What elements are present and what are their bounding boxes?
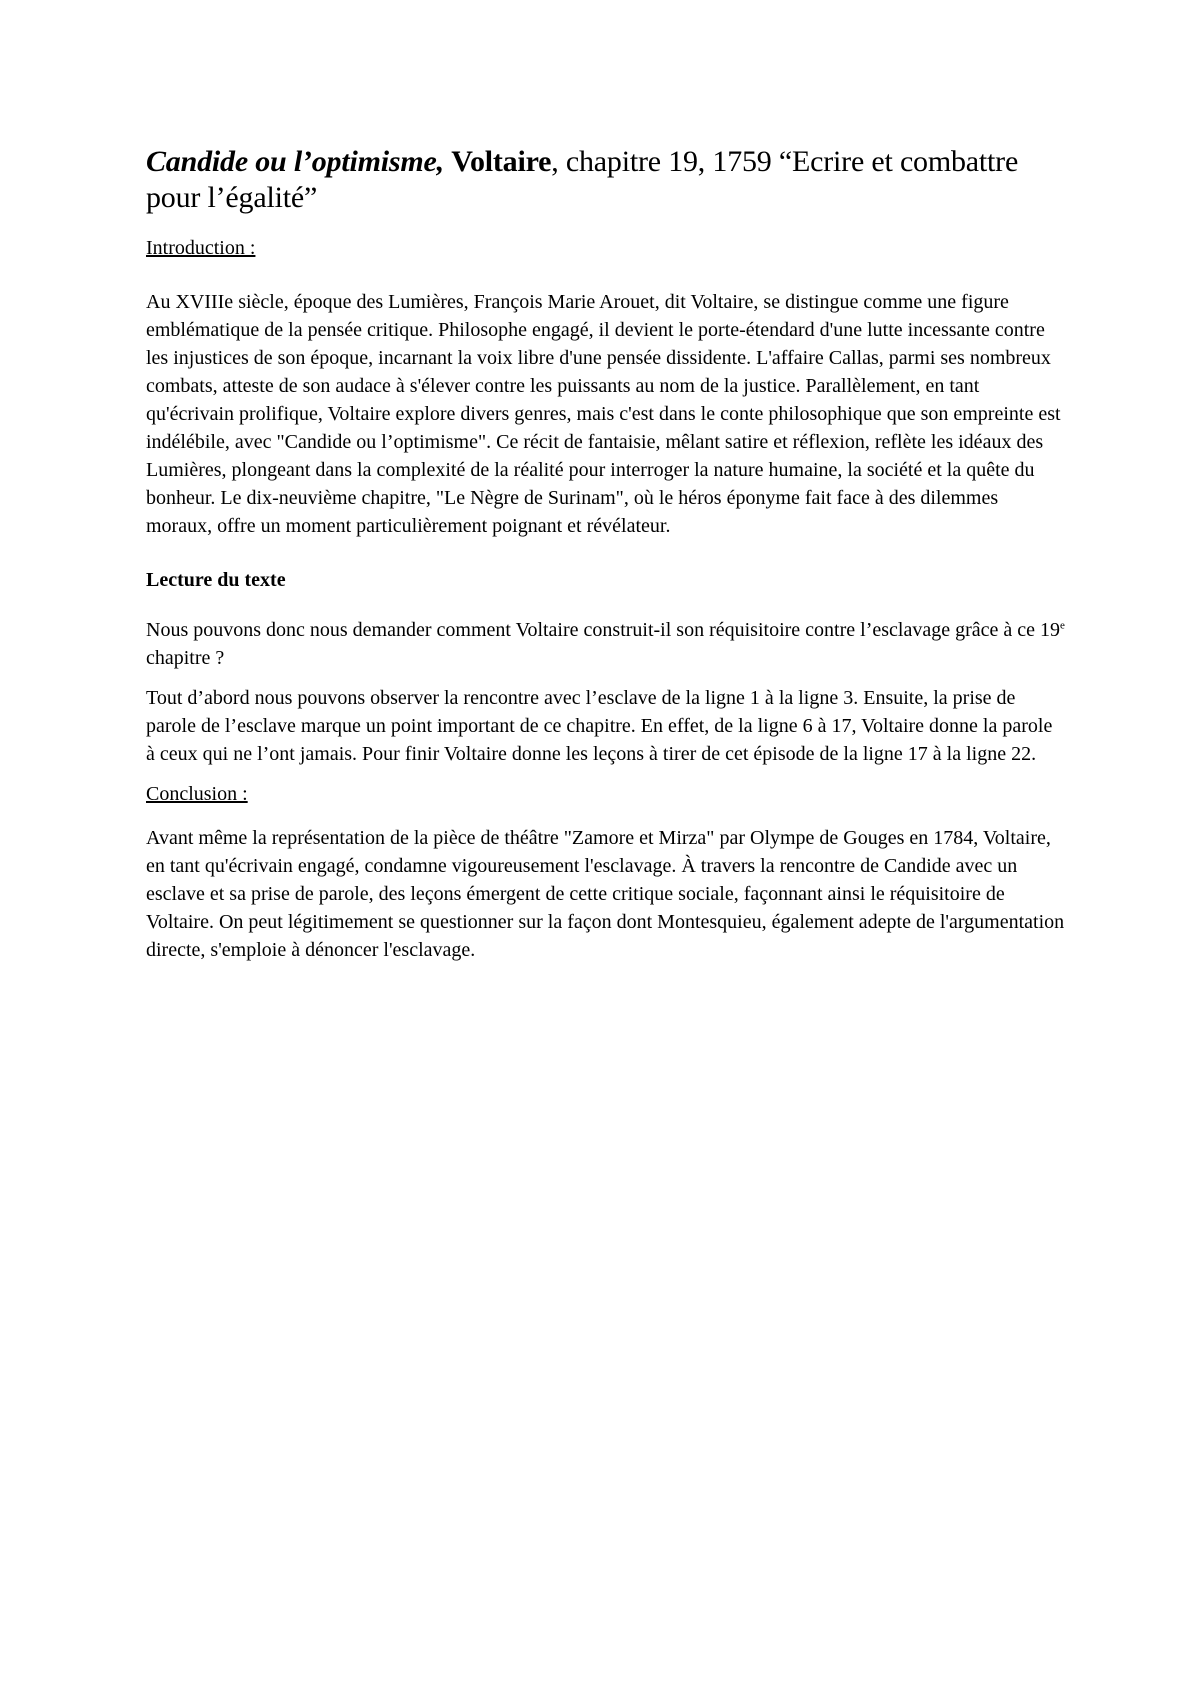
document-title bbox=[146, 144, 1066, 216]
lecture-heading: Lecture du texte bbox=[146, 569, 286, 591]
title-author: Voltaire bbox=[451, 145, 552, 178]
introduction-heading: Introduction : bbox=[146, 237, 256, 259]
plan-paragraph: Tout d’abord nous pouvons observer la rencontre avec l’esclave de la ligne 1 à la ligne 3. Ensuite, la prise de parole de l’esclave marque un point important de ce chapitre. En effet, de la ligne 6 à 17, Voltaire donne la parole à ceux qui ne l’ont jamais. Pour finir Voltaire donne les leçons à tirer de cet épisode de la ligne 17 à la ligne 22. bbox=[146, 687, 1053, 765]
problematic-text: Nous pouvons donc nous demander comment Voltaire construit-il son réquisitoire contre l’esclavage grâce à ce 19 bbox=[146, 619, 1060, 641]
conclusion-paragraph: Avant même la représentation de la pièce de théâtre "Zamore et Mirza" par Olympe de Gouges en 1784, Voltaire, en tant qu'écrivain engagé, condamne vigoureusement l'esclavage. À travers la rencontre de Candide avec un esclave et sa prise de parole, des leçons émergent de cette critique sociale, façonnant ainsi le réquisitoire de Voltaire. On peut légitimement se questionner sur la façon dont Montesquieu, également adepte de l'argumentation directe, s'emploie à dénoncer l'esclavage. bbox=[146, 827, 1065, 961]
conclusion-heading: Conclusion : bbox=[146, 783, 248, 805]
title-rest: , chapitre 19, 1759 “Ecrire et combattre pour l’égalité” bbox=[146, 145, 1019, 214]
title-work: Candide ou l’optimisme, bbox=[146, 145, 444, 178]
problematic-superscript: e bbox=[1060, 619, 1065, 632]
document-content bbox=[146, 144, 1066, 964]
problematic-paragraph bbox=[146, 616, 1066, 672]
introduction-paragraph: Au XVIIIe siècle, époque des Lumières, François Marie Arouet, dit Voltaire, se distingue comme une figure emblématique de la pensée critique. Philosophe engagé, il devient le porte-étendard d'une lutte incessante contre les injustices de son époque, incarnant la voix libre d'une pensée dissidente. L'affaire Callas, parmi ses nombreux combats, atteste de son audace à s'élever contre les puissants au nom de la justice. Parallèlement, en tant qu'écrivain prolifique, Voltaire explore divers genres, mais c'est dans le conte philosophique que son empreinte est indélébile, avec "Candide ou l’optimisme". Ce récit de fantaisie, mêlant satire et réflexion, reflète les idéaux des Lumières, plongeant dans la complexité de la réalité pour interroger la nature humaine, la société et la quête du bonheur. Le dix-neuvième chapitre, "Le Nègre de Surinam", où le héros éponyme fait face à des dilemmes moraux, offre un moment particulièrement poignant et révélateur. bbox=[146, 291, 1061, 537]
problematic-end: chapitre ? bbox=[146, 647, 225, 669]
